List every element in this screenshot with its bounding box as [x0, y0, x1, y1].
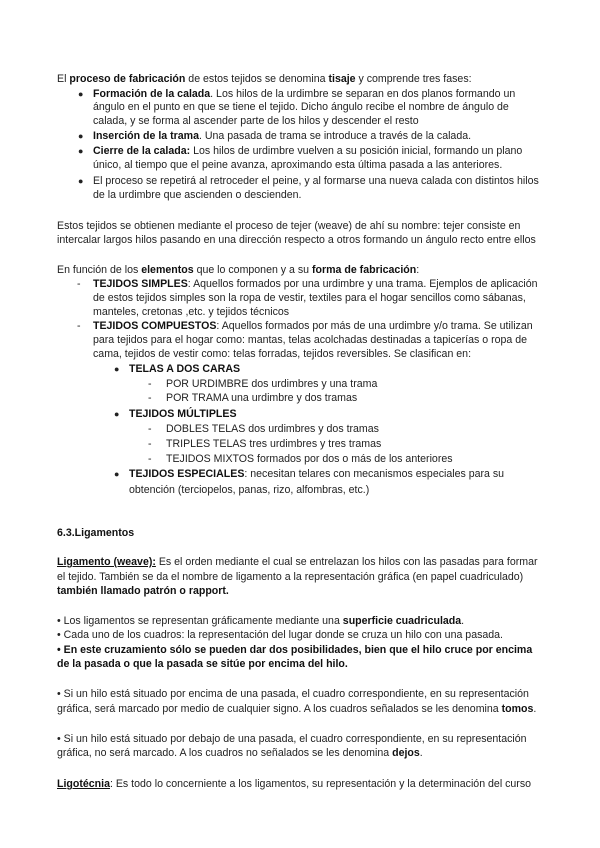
- dejos-line-2: gráfica, no será marcado. A los cuadros no señalados se les denomina dejos.: [57, 747, 423, 759]
- multiple-item-3: TEJIDOS MIXTOS formados por dos o más de los anteriores: [166, 453, 453, 465]
- bullet-icon: ●: [78, 146, 84, 156]
- dash-marker: -: [148, 378, 152, 390]
- bullet-icon: ●: [78, 176, 84, 186]
- multiple-heading: TEJIDOS MÚLTIPLES: [129, 408, 237, 420]
- point-3-line-1: • En este cruzamiento sólo se pueden dar dos posibilidades, bien que el hilo cruce por encima: [57, 644, 533, 656]
- tomos-line-2: gráfica, será marcado por medio de cualquier signo. A los cuadros señalados se les denomina tomos.: [57, 703, 537, 715]
- phase-3-line-2: único, al tiempo que el peine avanza, aproximando esta última pasada a las anteriores.: [93, 159, 503, 171]
- compound-line-2: para tejidos para el hogar como: mantas, telas acolchadas destinadas a tapicerías o ropa de: [93, 334, 528, 346]
- simple-line-2: de estos tejidos simples son la ropa de vestir, textiles para el hogar sencillos como sábanas,: [93, 292, 526, 304]
- compound-line-3: cama, tejidos de vestir como: telas forradas, tejidos reversibles. Se clasifican en:: [93, 348, 472, 360]
- point-3-line-2: de la pasada o que la pasada se sitúe por encima del hilo.: [57, 658, 348, 670]
- point-1: • Los ligamentos se representan gráficamente mediante una superficie cuadriculada.: [57, 615, 465, 627]
- bullet-icon: ●: [78, 89, 84, 99]
- dash-marker: -: [148, 453, 152, 465]
- intro-line: El proceso de fabricación de estos tejidos se denomina tisaje y comprende tres fases:: [57, 73, 472, 85]
- section-heading: 6.3.Ligamentos: [57, 527, 135, 539]
- bullet-icon: ●: [78, 131, 84, 141]
- phase-1-line-2: ángulo en el punto en que se tiene el tejido. Dicho ángulo recibe el nombre de ángulo de: [93, 101, 509, 113]
- dash-marker: -: [148, 392, 152, 404]
- ligamento-line-1: Ligamento (weave): Es el orden mediante el cual se entrelazan los hilos con las pasadas para formar: [57, 556, 538, 568]
- dash-marker: -: [148, 423, 152, 435]
- ligamento-line-2: el tejido. También se da el nombre de ligamento a la representación gráfica (en papel cuadriculado): [57, 571, 524, 583]
- simple-line-3: manteles, cretonas ,etc. y tejidos técnicos: [93, 306, 290, 318]
- tomos-line-1: • Si un hilo está situado por encima de una pasada, el cuadro correspondiente, en su representación: [57, 688, 529, 700]
- weave-paragraph-line-2: intercalar largos hilos pasando en una dirección respecto a otros formando un ángulo recto entre ellos: [57, 234, 536, 246]
- ligamento-line-3: también llamado patrón o rapport.: [57, 585, 229, 597]
- phase-1-line-3: calada, y se forma al ascender parte de los hilos y descender el resto: [93, 115, 419, 127]
- two-faces-item-1: POR URDIMBRE dos urdimbres y una trama: [166, 378, 378, 390]
- bullet-icon: ●: [114, 364, 120, 374]
- multiple-item-2: TRIPLES TELAS tres urdimbres y tres tramas: [166, 438, 382, 450]
- phase-3-line-1: Cierre de la calada: Los hilos de urdimbre vuelven a su posición inicial, formando un plano: [93, 145, 523, 157]
- elements-intro-line: En función de los elementos que lo componen y a su forma de fabricación:: [57, 264, 420, 276]
- bullet-icon: ●: [114, 409, 120, 419]
- dash-marker: -: [77, 278, 81, 290]
- point-2: • Cada uno de los cuadros: la representación del lugar donde se cruza un hilo con una pasada.: [57, 629, 504, 641]
- dash-marker: -: [77, 320, 81, 332]
- special-line-1: TEJIDOS ESPECIALES: necesitan telares con mecanismos especiales para su: [129, 468, 505, 480]
- compound-line-1: TEJIDOS COMPUESTOS: Aquellos formados por más de una urdimbre y/o trama. Se utilizan: [93, 320, 533, 332]
- two-faces-item-2: POR TRAMA una urdimbre y dos tramas: [166, 392, 358, 404]
- ligotecnia-line: Ligotécnia: Es todo lo concerniente a los ligamentos, su representación y la determinación del curso: [57, 778, 532, 790]
- dash-marker: -: [148, 438, 152, 450]
- phase-2-line-1: Inserción de la trama. Una pasada de trama se introduce a través de la calada.: [93, 130, 472, 142]
- dejos-line-1: • Si un hilo está situado por debajo de una pasada, el cuadro correspondiente, en su representación: [57, 733, 527, 745]
- multiple-item-1: DOBLES TELAS dos urdimbres y dos tramas: [166, 423, 379, 435]
- special-line-2: obtención (terciopelos, panas, rizo, alfombras, etc.): [129, 484, 370, 496]
- two-faces-heading: TELAS A DOS CARAS: [129, 363, 241, 375]
- phase-4-line-2: de la urdimbre que ascienden o descienden.: [93, 189, 302, 201]
- phase-1-line-1: Formación de la calada. Los hilos de la urdimbre se separan en dos planos formando un: [93, 88, 516, 100]
- bullet-icon: ●: [114, 469, 120, 479]
- simple-line-1: TEJIDOS SIMPLES: Aquellos formados por una urdimbre y una trama. Ejemplos de aplicación: [93, 278, 538, 290]
- phase-4-line-1: El proceso se repetirá al retroceder el peine, y al formarse una nueva calada con distintos hilos: [93, 175, 539, 187]
- weave-paragraph-line-1: Estos tejidos se obtienen mediante el proceso de tejer (weave) de ahí su nombre: tejer consiste en: [57, 220, 521, 232]
